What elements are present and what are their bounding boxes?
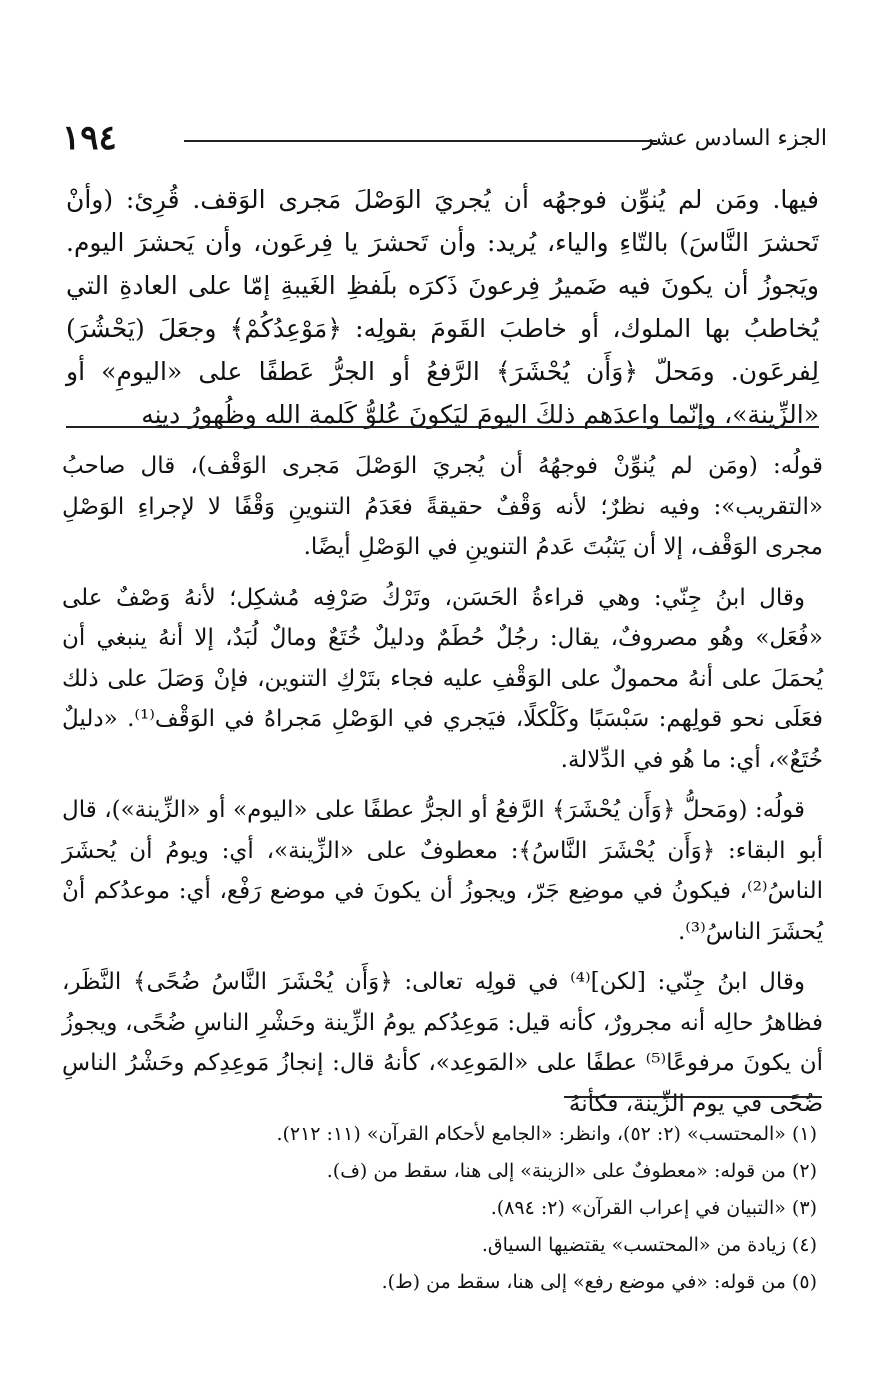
footnote-item: (٢) من قوله: «معطوفٌ على «الزينة» إلى هنا، سقط من (ف).	[326, 1160, 817, 1182]
main-divider	[66, 426, 819, 428]
commentary-paragraph: وقال ابنُ جِنّي: وهي قراءةُ الحَسَن، وتَرْكُ صَرْفِه مُشكِل؛ لأنهُ وَصْفٌ على «فُعَل» وهُو مصروفٌ، يقال: رجُلٌ حُطَمٌ ودليلٌ خُتَعٌ ومالٌ لُبَدٌ، إلا أنهُ ينبغي أن يُحمَلَ على أنهُ محمولٌ على الوَقْفِ عليه فجاء بتَرْكِ التنوين، فإنْ وَصَلَ على ذلك فعَلَى نحو قولِهم: سَبْسَبًا وكَلْكلًا، فيَجري في الوَصْلِ مَجراهُ في الوَقْف⁽¹⁾. «دليلٌ خُتَعٌ»، أي: ما هُو في الدِّلالة.	[62, 584, 824, 773]
footnote-item: (٤) زيادة من «المحتسب» يقتضيها السياق.	[481, 1234, 817, 1256]
commentary-paragraph: قولُه: (ومَحلُّ ﴿وَأَن يُحْشَرَ﴾ الرَّفعُ أو الجرُّ عطفًا على «اليوم» أو «الزِّينة»)، قال أبو البقاء: ﴿وَأَن يُحْشَرَ النَّاسُ﴾: معطوفٌ على «الزِّينة»، أي: ويومُ أن يُحشَرَ الناسُ⁽²⁾، فيكونُ في موضِع جَرّ، ويجوزُ أن يكونَ في موضع رَفْع، أي: موعدُكم أنْ يُحشَرَ الناسُ⁽³⁾.	[62, 797, 823, 945]
footnote-item: (٣) «التبيان في إعراب القرآن» (٢: ٨٩٤).	[490, 1197, 817, 1219]
page-number: ١٩٤	[62, 118, 117, 158]
footnotes	[66, 1116, 817, 1301]
page-header	[62, 118, 827, 158]
footnote-item: (١) «المحتسب» (٢: ٥٢)، وانظر: «الجامع لأحكام القرآن» (١١: ٢١٢).	[276, 1123, 817, 1145]
running-title: الجزء السادس عشر	[642, 126, 827, 151]
footnote-divider	[564, 1096, 822, 1098]
commentary-paragraph: وقال ابنُ جِنّي: [لكن]⁽⁴⁾ في قولِه تعالى: ﴿وَأَن يُحْشَرَ النَّاسُ ضُحًى﴾ النَّظَر، فظاهرُ حالِه أنه مجرورٌ، كأنه قيل: مَوعِدُكم يومُ الزِّينة وحَشْرِ الناسِ ضُحًى، ويجوزُ أن يكونَ مرفوعًا⁽⁵⁾ عطفًا على «المَوعِد»، كأنهُ قال: إنجازُ مَوعِدِكم وحَشْرُ الناسِ ضُحًى في يوم الزِّينة، فكأنهُ	[62, 969, 823, 1117]
main-text	[66, 178, 819, 436]
header-divider	[184, 140, 657, 142]
commentary-section	[62, 446, 823, 1134]
commentary-paragraph: قولُه: (ومَن لم يُنوِّنْ فوجهُهُ أن يُجريَ الوَصْلَ مَجرى الوَقْف)، قال صاحبُ «التقريب»: وفيه نظرٌ؛ لأنه وَقْفٌ حقيقةً فعَدَمُ التنوينِ وَقْفًا لا لإجراءِ الوَصْلِ مجرى الوَقْف، إلا أن يَثبُتَ عَدمُ التنوينِ في الوَصْلِ أيضًا.	[62, 453, 823, 560]
main-paragraph: فيها. ومَن لم يُنوِّن فوجهُه أن يُجريَ الوَصْلَ مَجرى الوَقف. قُرِئ: (وأنْ تَحشرَ النَّاسَ) بالتّاءِ والياء، يُريد: وأن تَحشرَ يا فِرعَون، وأن يَحشرَ اليوم. ويَجوزُ أن يكونَ فيه ضَميرُ فِرعونَ ذَكرَه بلَفظِ الغَيبةِ إمّا على العادةِ التي يُخاطبُ بها الملوك، أو خاطبَ القَومَ بقولِه: ﴿مَوْعِدُكُمْ﴾ وجعَلَ (يَحْشُرَ) لِفرعَون. ومَحلّ ﴿وَأَن يُحْشَرَ﴾ الرَّفعُ أو الجرُّ عَطفًا على «اليومِ» أو «الزِّينة»، وإنّما واعدَهم ذلكَ اليومَ ليَكونَ عُلوُّ كَلمةِ الله وظُهورُ دينِه	[66, 185, 819, 429]
footnote-item: (٥) من قوله: «في موضع رفع» إلى هنا، سقط من (ط).	[381, 1271, 817, 1293]
